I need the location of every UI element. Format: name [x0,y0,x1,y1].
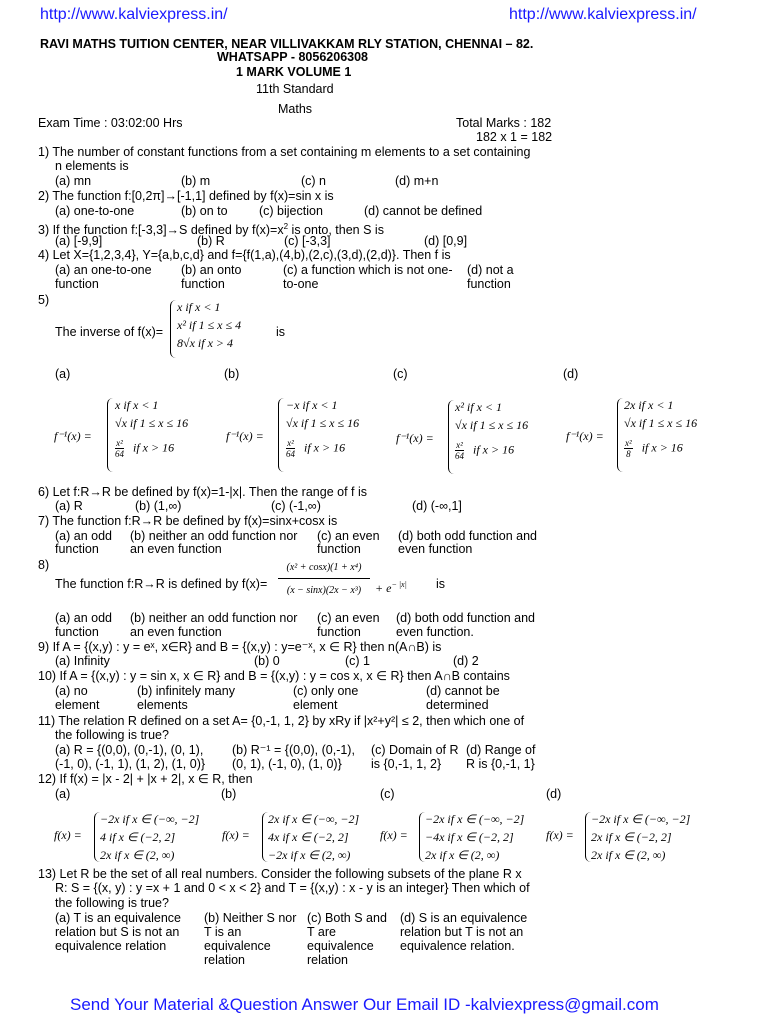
exam-time: Exam Time : 03:02:00 Hrs [38,116,183,130]
q8-fraction [278,562,370,597]
q4-text: 4) Let X={1,2,3,4}, Y={a,b,c,d} and f={f(1,a),(4,b),(2,c),(3,d),(2,d)}. Then f is [38,248,451,262]
q11-option-c-2: is {0,-1, 1, 2} [371,757,442,771]
q11-option-a-2: (-1, 0), (-1, 1), (1, 2), (1, 0)} [55,757,206,771]
q10-text: 10) If A = {(x,y) : y = sin x, x ∈ R} and B = {(x,y) : y = cos x, x ∈ R} then A∩B contains [38,669,510,683]
header-url-right[interactable]: http://www.kalviexpress.in/ [509,6,697,23]
q8-numerator: (x² + cosx)(1 + x⁴) [278,562,370,579]
q4-option-a-2: function [55,277,99,291]
q8-number: 8) [38,558,50,572]
q7-option-b[interactable]: (b) neither an odd function nor [130,529,298,543]
q3-text: 3) If the function f:[-3,3]→S defined by $f(x)=x^2$ is onto, then S is [38,222,384,238]
q5-question-label: The inverse of f(x)= [55,325,164,339]
center-name: RAVI MATHS TUITION CENTER, NEAR VILLIVAKKAM RLY STATION, CHENNAI – 82. [40,37,534,51]
subject: Maths [278,102,313,116]
q5-c-brace [448,400,454,474]
q8-exponential: + $e^{- |x|}$ [375,580,407,595]
q1-text: 1) The number of constant functions from a set containing m elements to a set containing [38,145,531,159]
q7-option-c[interactable]: (c) an even [317,529,380,543]
q13-option-c-4: relation [307,953,348,967]
q5-option-b-label[interactable]: (b) [224,367,240,381]
q9-option-a[interactable]: (a) Infinity [55,654,110,668]
header-url-left[interactable]: http://www.kalviexpress.in/ [40,6,228,23]
q12-option-d-def: −2x if x ∈ (−∞, −2] 2x if x ∈ (−2, 2] 2x if x ∈ (2, ∞) [591,812,691,862]
marks-calc: 182 x 1 = 182 [476,130,553,144]
q8-option-d-2: even function. [396,625,474,639]
q9-option-b[interactable]: (b) 0 [254,654,280,668]
q12-c-fx: f(x) = [380,828,408,842]
q13-option-b-2: T is an [204,925,242,939]
q12-b-fx: f(x) = [222,828,250,842]
q13-option-d-3: equivalence relation. [400,939,515,953]
q5-function-def: x if x < 1 x² if 1 ≤ x ≤ 4 8√x if x > 4 [177,300,242,350]
q13-option-b[interactable]: (b) Neither S nor [204,911,297,925]
q4-option-b[interactable]: (b) an onto [181,263,242,277]
q13-option-c-2: T are [307,925,336,939]
q8-question-label: The function f:R→R is defined by f(x)= [55,577,268,591]
q8-is: is [436,577,446,591]
q5-option-c-label[interactable]: (c) [393,367,408,381]
q7-option-d-2: even function [398,542,473,556]
q13-option-a-3: equivalence relation [55,939,167,953]
q10-option-b-2: elements [137,698,188,712]
q10-option-b[interactable]: (b) infinitely many [137,684,235,698]
q4-option-d-2: function [467,277,511,291]
q2-option-c[interactable]: (c) bijection [259,204,323,218]
q7-option-c-2: function [317,542,361,556]
q4-option-c[interactable]: (c) a function which is not one- [283,263,453,277]
q13-option-a-2: relation but S is not an [55,925,180,939]
q8-option-c[interactable]: (c) an even [317,611,380,625]
q8-option-a-2: function [55,625,99,639]
q8-option-d[interactable]: (d) both odd function and [396,611,535,625]
q8-option-b[interactable]: (b) neither an odd function nor [130,611,298,625]
q11-option-c[interactable]: (c) Domain of R [371,743,459,757]
q5-option-b-def: −x if x < 1 √x if 1 ≤ x ≤ 16 $\frac{\text{x²}}{64}$ if x > 16 [286,398,360,459]
q11-text: 11) The relation R defined on a set A= {0,-1, 1, 2} by xRy if |x²+y²| ≤ 2, then which one of [38,714,525,728]
q5-option-c-def: x² if x < 1 √x if 1 ≤ x ≤ 16 $\frac{\text{x²}}{64}$ if x > 16 [455,400,529,461]
q12-option-a-def: −2x if x ∈ (−∞, −2] 4 if x ∈ (−2, 2] 2x if x ∈ (2, ∞) [100,812,200,862]
q1-option-b[interactable]: (b) m [181,174,211,188]
q12-a-fx: f(x) = [54,828,82,842]
q13-option-c[interactable]: (c) Both S and [307,911,387,925]
q13-text-3: the following is true? [55,896,169,910]
q12-option-d-label[interactable]: (d) [546,787,562,801]
q12-d-fx: f(x) = [546,828,574,842]
q4-option-a[interactable]: (a) an one-to-one [55,263,152,277]
q2-option-a[interactable]: (a) one-to-one [55,204,135,218]
standard: 11th Standard [256,82,334,96]
q8-option-c-2: function [317,625,361,639]
q5-option-d-def: 2x if x < 1 √x if 1 ≤ x ≤ 16 $\frac{\text{x²}}{8}$ if x > 16 [624,398,698,459]
q5-d-brace [617,398,623,472]
q13-option-b-3: equivalence [204,939,271,953]
q12-option-a-label[interactable]: (a) [55,787,71,801]
q6-option-a[interactable]: (a) R [55,499,83,513]
q13-text-2: R: S = {(x, y) : y =x + 1 and 0 < x < 2} and T = {(x,y) : x - y is an integer} Then which of [55,881,530,895]
q8-option-b-2: an even function [130,625,222,639]
q2-option-d[interactable]: (d) cannot be defined [364,204,483,218]
q6-text: 6) Let f:R→R be defined by f(x)=1-|x|. Then the range of f is [38,485,367,499]
q6-option-c[interactable]: (c) (-1,∞) [271,499,321,513]
q6-option-b[interactable]: (b) (1,∞) [135,499,182,513]
q13-option-a[interactable]: (a) T is an equivalence [55,911,182,925]
q3-option-d[interactable]: (d) [0,9] [424,234,468,248]
q10-option-c[interactable]: (c) only one [293,684,359,698]
q8-option-a[interactable]: (a) an odd [55,611,112,625]
q13-option-d[interactable]: (d) S is an equivalence [400,911,528,925]
q1-option-d[interactable]: (d) m+n [395,174,439,188]
q10-option-a-2: element [55,698,100,712]
q9-text: 9) If A = {(x,y) : y = eˣ, x∈R} and B = {(x,y) : y=e⁻ˣ, x ∈ R} then n(A∩B) is [38,640,442,654]
q5-b-brace [278,398,284,472]
q5-brace [170,300,176,358]
q3-option-b[interactable]: (b) R [197,234,225,248]
q9-option-d[interactable]: (d) 2 [453,654,479,668]
q7-option-b-2: an even function [130,542,222,556]
q12-option-b-def: 2x if x ∈ (−∞, −2] 4x if x ∈ (−2, 2] −2x if x ∈ (2, ∞) [268,812,360,862]
q5-c-finv: f⁻¹(x) = [396,431,434,445]
q11-option-b-2: (0, 1), (-1, 0), (1, 0)} [232,757,342,771]
q5-d-finv: f⁻¹(x) = [566,429,604,443]
q5-option-a-label[interactable]: (a) [55,367,71,381]
q6-option-d[interactable]: (d) (-∞,1] [412,499,462,513]
q1-option-c[interactable]: (c) n [301,174,326,188]
q12-option-c-def: −2x if x ∈ (−∞, −2] −4x if x ∈ (−2, 2] 2x if x ∈ (2, ∞) [425,812,525,862]
q10-option-a[interactable]: (a) no [55,684,88,698]
q4-option-b-2: function [181,277,225,291]
q5-number: 5) [38,293,50,307]
q7-text: 7) The function f:R→R be defined by f(x)=sinx+cosx is [38,514,338,528]
q13-option-c-3: equivalence [307,939,374,953]
q12-option-c-label[interactable]: (c) [380,787,395,801]
q2-option-b[interactable]: (b) on to [181,204,228,218]
q2-text: 2) The function f:[0,2π]→[-1,1] defined by f(x)=sin x is [38,189,334,203]
q4-option-d[interactable]: (d) not a [467,263,514,277]
q11-option-d-2: R is {0,-1, 1} [466,757,535,771]
q5-a-brace [107,398,113,472]
q13-option-b-4: relation [204,953,245,967]
volume-title: 1 MARK VOLUME 1 [236,65,352,79]
q5-a-finv: f⁻¹(x) = [54,429,92,443]
q4-option-c-2: to-one [283,277,319,291]
q11-option-d[interactable]: (d) Range of [466,743,536,757]
q3-option-c[interactable]: (c) [-3,3] [284,234,331,248]
q1-option-a[interactable]: (a) mn [55,174,92,188]
q8-denominator: (x − sinx)(2x − x³) [286,585,362,596]
q9-option-c[interactable]: (c) 1 [345,654,370,668]
q11-text-2: the following is true? [55,728,169,742]
q3-option-a[interactable]: (a) [-9,9] [55,234,103,248]
q5-option-a-def: x if x < 1 √x if 1 ≤ x ≤ 16 $\frac{\text{x²}}{64}$ if x > 16 [115,398,189,459]
q11-option-b[interactable]: (b) R⁻¹ = {(0,0), (0,-1), [232,743,355,757]
q5-b-finv: f⁻¹(x) = [226,429,264,443]
q7-option-a[interactable]: (a) an odd [55,529,112,543]
q7-option-a-2: function [55,542,99,556]
q10-option-c-2: element [293,698,338,712]
q11-option-a[interactable]: (a) R = {(0,0), (0,-1), (0, 1), [55,743,204,757]
q13-text: 13) Let R be the set of all real numbers. Consider the following subsets of the plane R x [38,867,522,881]
q12-text: 12) If f(x) = |x - 2| + |x + 2|, x ∈ R, then [38,772,253,786]
total-marks: Total Marks : 182 [456,116,552,130]
q1-text-2: n elements is [55,159,129,173]
footer-email-note[interactable]: Send Your Material &Question Answer Our Email ID -kalviexpress@gmail.com [70,995,659,1014]
whatsapp-number: WHATSAPP - 8056206308 [217,50,369,64]
q12-option-b-label[interactable]: (b) [221,787,237,801]
q13-option-d-2: relation but T is not an [400,925,524,939]
q5-is: is [276,325,286,339]
q7-option-d[interactable]: (d) both odd function and [398,529,537,543]
q10-option-d[interactable]: (d) cannot be [426,684,500,698]
q5-option-d-label[interactable]: (d) [563,367,579,381]
q10-option-d-2: determined [426,698,489,712]
